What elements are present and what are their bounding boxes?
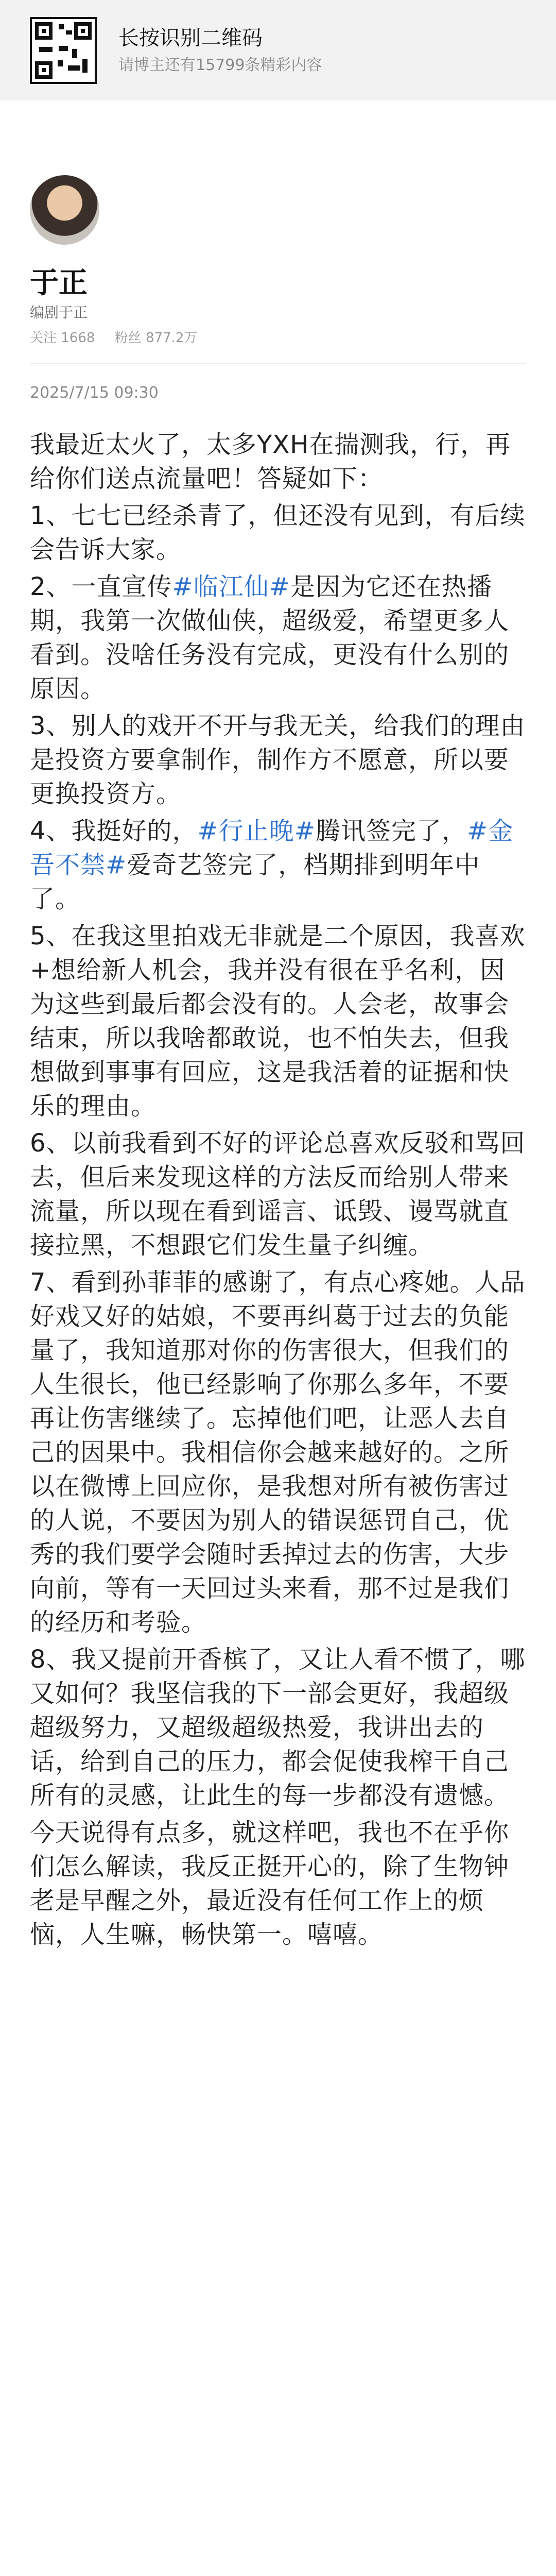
qr-header[interactable] (0, 0, 556, 100)
post-text: 4、我挺好的， (30, 817, 198, 845)
author-stats (30, 327, 213, 346)
post-paragraph (30, 570, 529, 706)
post-text: 爱奇艺签完了，档期排到明年中了。 (30, 851, 480, 913)
post-text: 是因为它还在热播期，我第一次做仙侠，超级爱，希望更多人看到。没啥任务没有完成，更没有什么别的原因。 (30, 572, 510, 703)
post-paragraph (30, 499, 529, 567)
author-name[interactable]: 于正 (30, 266, 88, 300)
post-paragraph (30, 428, 529, 496)
qr-code-icon[interactable] (30, 17, 97, 84)
post-paragraph (30, 1265, 529, 1639)
post-paragraph (30, 1816, 529, 1952)
post-text: 3、别人的戏开不开与我无关，给我们的理由是投资方要拿制作，制作方不愿意，所以要更换投资方。 (30, 711, 526, 808)
post-text: 7、看到孙菲菲的感谢了，有点心疼她。人品好戏又好的姑娘，不要再纠葛于过去的负能量了，我知道那对你的伤害很大，但我们的人生很长，他已经影响了你那么多年，不要再让伤害继续了。忘掉他们吧，让恶人去自己的因果中。我相信你会越来越好的。之所以在微博上回应你，是我想对所有被伤害过的人说，不要因为别人的错误惩罚自己，优秀的我们要学会随时丢掉过去的伤害，大步向前，等有一天回过头来看，那不过是我们的经历和考验。 (30, 1268, 526, 1637)
post-date: 2025/7/15 09:30 (30, 384, 159, 402)
post-paragraph (30, 709, 529, 811)
divider (30, 363, 526, 364)
avatar[interactable] (30, 175, 99, 245)
post-paragraph (30, 919, 529, 1123)
hashtag-link[interactable]: #临江仙# (172, 572, 290, 601)
hashtag-link[interactable]: #行止晚# (197, 817, 316, 845)
hashtag-link[interactable]: #金吾不禁# (30, 817, 514, 879)
post-text: 今天说得有点多，就这样吧，我也不在乎你们怎么解读，我反正挺开心的，除了生物钟老是早醒之外，最近没有任何工作上的烦恼，人生嘛，畅快第一。嘻嘻。 (30, 1818, 510, 1949)
post-text: 5、在我这里拍戏无非就是二个原因，我喜欢+想给新人机会，我并没有很在乎名利，因为这些到最后都会没有的。人会老，故事会结束，所以我啥都敢说，也不怕失去，但我想做到事事有回应，这是我活着的证据和快乐的理由。 (30, 922, 526, 1121)
post-paragraph (30, 1126, 529, 1262)
post-text: 腾讯签完了， (316, 817, 467, 845)
post-paragraph (30, 1642, 529, 1812)
post-text: 1、七七已经杀青了，但还没有见到，有后续会告诉大家。 (30, 501, 526, 564)
qr-header-subtitle: 请博主还有15799条精彩内容 (118, 56, 322, 74)
post-text: 2、一直宣传 (30, 572, 172, 601)
post-paragraph (30, 814, 529, 916)
qr-header-title: 长按识别二维码 (118, 26, 263, 50)
post-text: 我最近太火了，太多YXH在揣测我，行，再给你们送点流量吧！答疑如下： (30, 430, 511, 493)
follower-count: 粉丝 877.2万 (114, 330, 198, 346)
following-count: 关注 1668 (30, 330, 95, 346)
post-content (30, 428, 529, 1955)
author-subtitle: 编剧于正 (30, 304, 88, 321)
post-text: 6、以前我看到不好的评论总喜欢反驳和骂回去，但后来发现这样的方法反而给别人带来流量，所以现在看到谣言、诋毁、谩骂就直接拉黑，不想跟它们发生量子纠缠。 (30, 1129, 526, 1260)
post-text: 8、我又提前开香槟了，又让人看不惯了，哪又如何？我坚信我的下一部会更好，我超级超级努力，又超级超级热爱，我讲出去的话，给到自己的压力，都会促使我榨干自己所有的灵感，让此生的每一步都没有遗憾。 (30, 1645, 526, 1810)
